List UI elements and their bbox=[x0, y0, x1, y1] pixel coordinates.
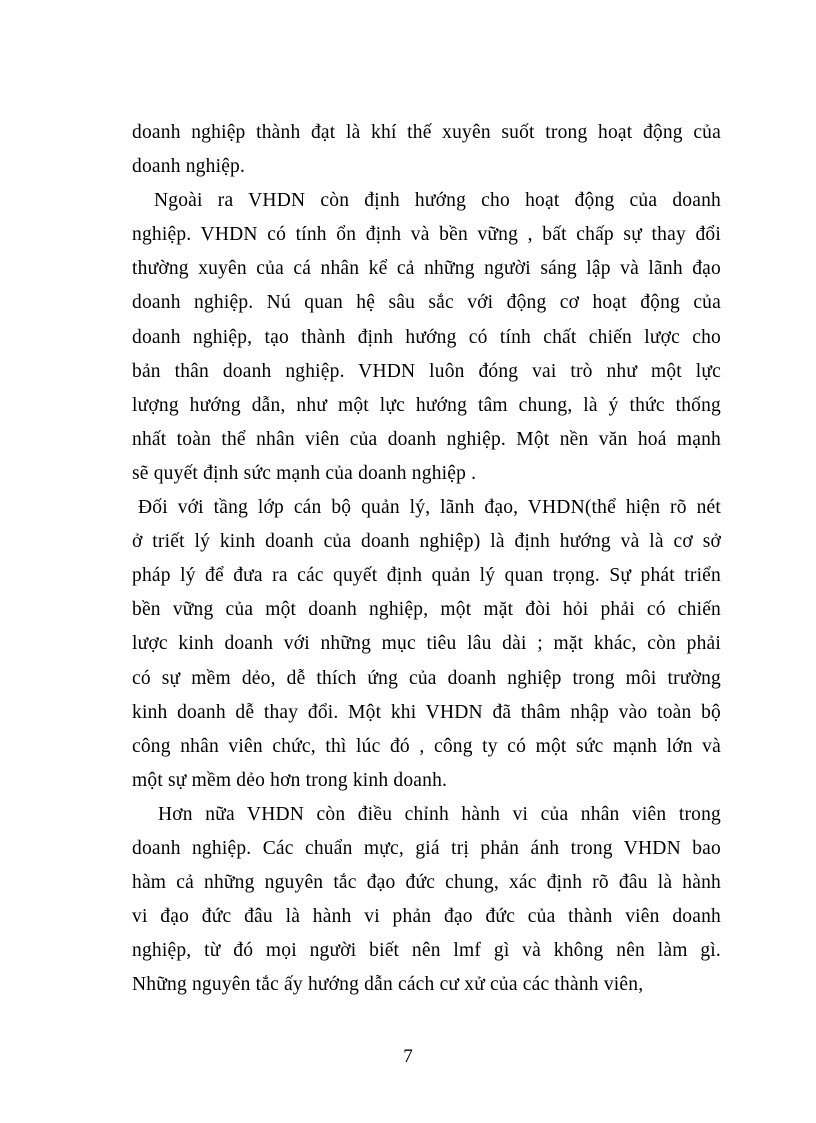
text-line: nghiệp. VHDN có tính ổn định và bền vững , bất chấp sự thay đổi bbox=[132, 224, 721, 246]
text-line: kinh doanh dễ thay đổi. Một khi VHDN đã thâm nhập vào toàn bộ bbox=[132, 701, 721, 723]
paragraph-3 bbox=[132, 491, 721, 798]
paragraph-1 bbox=[132, 116, 721, 184]
text-line: doanh nghiệp. Nú quan hệ sâu sắc với động cơ hoạt động của bbox=[132, 292, 721, 314]
paragraph-2 bbox=[132, 184, 721, 491]
text-line: vi đạo đức đâu là hành vi phản đạo đức của thành viên doanh bbox=[132, 906, 721, 928]
text-line: thường xuyên của cá nhân kể cả những người sáng lập và lãnh đạo bbox=[132, 258, 721, 280]
text-line: bản thân doanh nghiệp. VHDN luôn đóng vai trò như một lực bbox=[132, 360, 721, 382]
text-line: công nhân viên chức, thì lúc đó , công ty có một sức mạnh lớn và bbox=[132, 735, 721, 757]
document-body bbox=[132, 116, 721, 1002]
text-line: hàm cả những nguyên tắc đạo đức chung, xác định rõ đâu là hành bbox=[132, 872, 721, 894]
text-line: Hơn nữa VHDN còn điều chỉnh hành vi của nhân viên trong bbox=[158, 803, 721, 825]
text-line: có sự mềm dẻo, dễ thích ứng của doanh nghiệp trong môi trường bbox=[132, 667, 721, 689]
text-line: lược kinh doanh với những mục tiêu lâu dài ; mặt khác, còn phải bbox=[132, 633, 721, 655]
text-line: doanh nghiệp. Các chuẩn mực, giá trị phản ánh trong VHDN bao bbox=[132, 837, 721, 859]
text-line: sẽ quyết định sức mạnh của doanh nghiệp . bbox=[132, 462, 477, 484]
text-line: doanh nghiệp, tạo thành định hướng có tính chất chiến lược cho bbox=[132, 326, 721, 348]
text-line: nhất toàn thể nhân viên của doanh nghiệp. Một nền văn hoá mạnh bbox=[132, 428, 721, 450]
text-line: Đối với tầng lớp cán bộ quản lý, lãnh đạo, VHDN(thể hiện rõ nét bbox=[138, 497, 721, 519]
text-line: pháp lý để đưa ra các quyết định quản lý quan trọng. Sự phát triển bbox=[132, 565, 721, 587]
page-number: 7 bbox=[403, 1046, 413, 1067]
text-line: một sự mềm dẻo hơn trong kinh doanh. bbox=[132, 769, 448, 791]
text-line: Những nguyên tắc ấy hướng dẫn cách cư xử của các thành viên, bbox=[132, 974, 644, 996]
text-line: ở triết lý kinh doanh của doanh nghiệp) là định hướng và là cơ sở bbox=[132, 531, 721, 553]
text-line: bền vững của một doanh nghiệp, một mặt đòi hỏi phải có chiến bbox=[132, 599, 721, 621]
text-line: nghiệp, từ đó mọi người biết nên lmf gì và không nên làm gì. bbox=[132, 940, 721, 962]
text-line: doanh nghiệp thành đạt là khí thế xuyên suốt trong hoạt động của bbox=[132, 122, 721, 143]
text-line: lượng hướng dẫn, như một lực hướng tâm chung, là ý thức thống bbox=[132, 394, 721, 416]
paragraph-4 bbox=[132, 798, 721, 1003]
text-line: Ngoài ra VHDN còn định hướng cho hoạt động của doanh bbox=[154, 190, 721, 212]
text-line: doanh nghiệp. bbox=[132, 156, 246, 178]
